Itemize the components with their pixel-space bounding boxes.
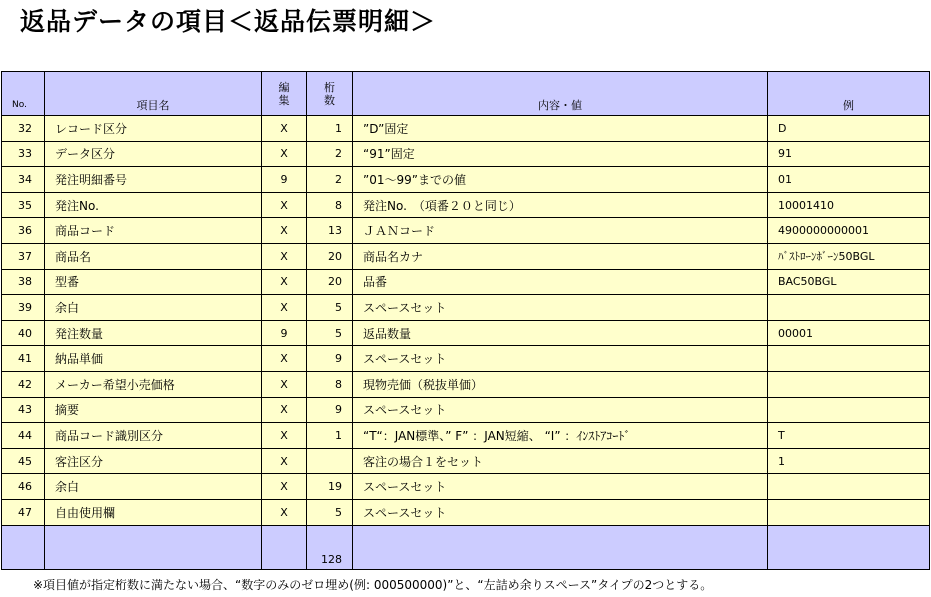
table-row [2,243,930,269]
total-content [353,525,768,569]
cell-item-name: 型番 [45,269,262,295]
cell-item-name: 納品単価 [45,346,262,372]
cell-length: 5 [307,499,353,525]
cell-attribute: X [262,141,307,167]
cell-no: 37 [2,243,45,269]
cell-length: 20 [307,243,353,269]
cell-attribute: X [262,371,307,397]
cell-no: 38 [2,269,45,295]
cell-length: 1 [307,116,353,142]
cell-attribute: X [262,218,307,244]
cell-length: 5 [307,320,353,346]
cell-content: ＪＡＮコード [353,218,768,244]
cell-no: 47 [2,499,45,525]
cell-content: ”01～99”までの値 [353,167,768,193]
cell-item-name: 発注No. [45,192,262,218]
cell-item-name: データ区分 [45,141,262,167]
table-row [2,423,930,449]
cell-no: 41 [2,346,45,372]
cell-content: 品番 [353,269,768,295]
table-row [2,218,930,244]
footnote: ※項目値が指定桁数に満たない場合、“数字のみのゼロ埋め(例: 000500000)”と、“左詰め余りスペース”タイプの2つとする。 [33,578,713,592]
table-row [2,397,930,423]
table-row [2,320,930,346]
cell-attribute: X [262,269,307,295]
cell-example: 01 [768,167,930,193]
cell-example: 10001410 [768,192,930,218]
cell-length: 9 [307,346,353,372]
table-row [2,295,930,321]
cell-content: 商品名カナ [353,243,768,269]
cell-length: 8 [307,192,353,218]
cell-item-name: 発注数量 [45,320,262,346]
cell-example: T [768,423,930,449]
total-no [2,525,45,569]
table-row [2,192,930,218]
cell-content: ”D”固定 [353,116,768,142]
table-row [2,448,930,474]
total-length: 128 [307,525,353,569]
cell-attribute: X [262,397,307,423]
cell-example: D [768,116,930,142]
cell-content: スペースセット [353,499,768,525]
cell-no: 32 [2,116,45,142]
cell-length: 13 [307,218,353,244]
table-body [2,116,930,526]
header-attribute [262,72,307,116]
cell-example [768,371,930,397]
cell-content: スペースセット [353,397,768,423]
table-row [2,141,930,167]
cell-example [768,397,930,423]
header-content: 内容・値 [353,72,768,116]
cell-item-name: 商品コード識別区分 [45,423,262,449]
cell-attribute: X [262,295,307,321]
cell-length: 2 [307,167,353,193]
cell-no: 35 [2,192,45,218]
cell-attribute: X [262,243,307,269]
total-row [2,525,930,569]
cell-item-name: 発注明細番号 [45,167,262,193]
table-row [2,116,930,142]
cell-no: 36 [2,218,45,244]
cell-no: 34 [2,167,45,193]
cell-content: “T“：JAN標準、” F” ：JAN短縮、 “I” ：ｲﾝｽﾄｱｺｰﾄﾞ [353,423,768,449]
cell-content: スペースセット [353,346,768,372]
cell-item-name: 摘要 [45,397,262,423]
header-example: 例 [768,72,930,116]
cell-example [768,295,930,321]
cell-example: 1 [768,448,930,474]
cell-item-name: 自由使用欄 [45,499,262,525]
cell-attribute: X [262,192,307,218]
table-row [2,499,930,525]
cell-no: 40 [2,320,45,346]
cell-content: 返品数量 [353,320,768,346]
header-row [2,72,930,116]
cell-no: 39 [2,295,45,321]
cell-attribute: X [262,448,307,474]
header-item-name: 項目名 [45,72,262,116]
cell-no: 43 [2,397,45,423]
cell-item-name: 客注区分 [45,448,262,474]
table-row [2,346,930,372]
header-attribute-label: 編 集 [278,80,290,107]
spec-table [1,71,930,570]
cell-length: 19 [307,474,353,500]
cell-length: 1 [307,423,353,449]
cell-item-name: 商品コード [45,218,262,244]
cell-item-name: 余白 [45,295,262,321]
cell-item-name: レコード区分 [45,116,262,142]
page-title: 返品データの項目＜返品伝票明細＞ [20,7,437,36]
cell-content: “91”固定 [353,141,768,167]
cell-attribute: X [262,499,307,525]
cell-attribute: X [262,346,307,372]
cell-item-name: メーカー希望小売価格 [45,371,262,397]
total-example [768,525,930,569]
header-length-label: 桁 数 [324,80,335,107]
table-row [2,167,930,193]
header-length [307,72,353,116]
cell-no: 33 [2,141,45,167]
cell-content: 発注No. （項番２０と同じ） [353,192,768,218]
cell-no: 46 [2,474,45,500]
cell-length: 9 [307,397,353,423]
cell-example [768,474,930,500]
cell-item-name: 商品名 [45,243,262,269]
cell-length [307,448,353,474]
cell-attribute: X [262,423,307,449]
cell-example: ﾊﾞｽﾄﾛｰﾝﾎﾞｰﾝ50BGL [768,243,930,269]
cell-attribute: 9 [262,167,307,193]
cell-length: 8 [307,371,353,397]
cell-content: 客注の場合１をセット [353,448,768,474]
cell-item-name: 余白 [45,474,262,500]
cell-content: スペースセット [353,295,768,321]
cell-example: 4900000000001 [768,218,930,244]
cell-example: 00001 [768,320,930,346]
cell-attribute: X [262,116,307,142]
table-row [2,371,930,397]
table-row [2,269,930,295]
cell-length: 20 [307,269,353,295]
total-name [45,525,262,569]
cell-no: 45 [2,448,45,474]
cell-example [768,346,930,372]
cell-example: 91 [768,141,930,167]
table-row [2,474,930,500]
cell-content: スペースセット [353,474,768,500]
cell-example: BAC50BGL [768,269,930,295]
cell-attribute: X [262,474,307,500]
cell-no: 44 [2,423,45,449]
cell-attribute: 9 [262,320,307,346]
cell-content: 現物売価（税抜単価） [353,371,768,397]
cell-length: 5 [307,295,353,321]
total-attr [262,525,307,569]
cell-length: 2 [307,141,353,167]
header-no: No. [2,72,45,116]
cell-no: 42 [2,371,45,397]
cell-example [768,499,930,525]
